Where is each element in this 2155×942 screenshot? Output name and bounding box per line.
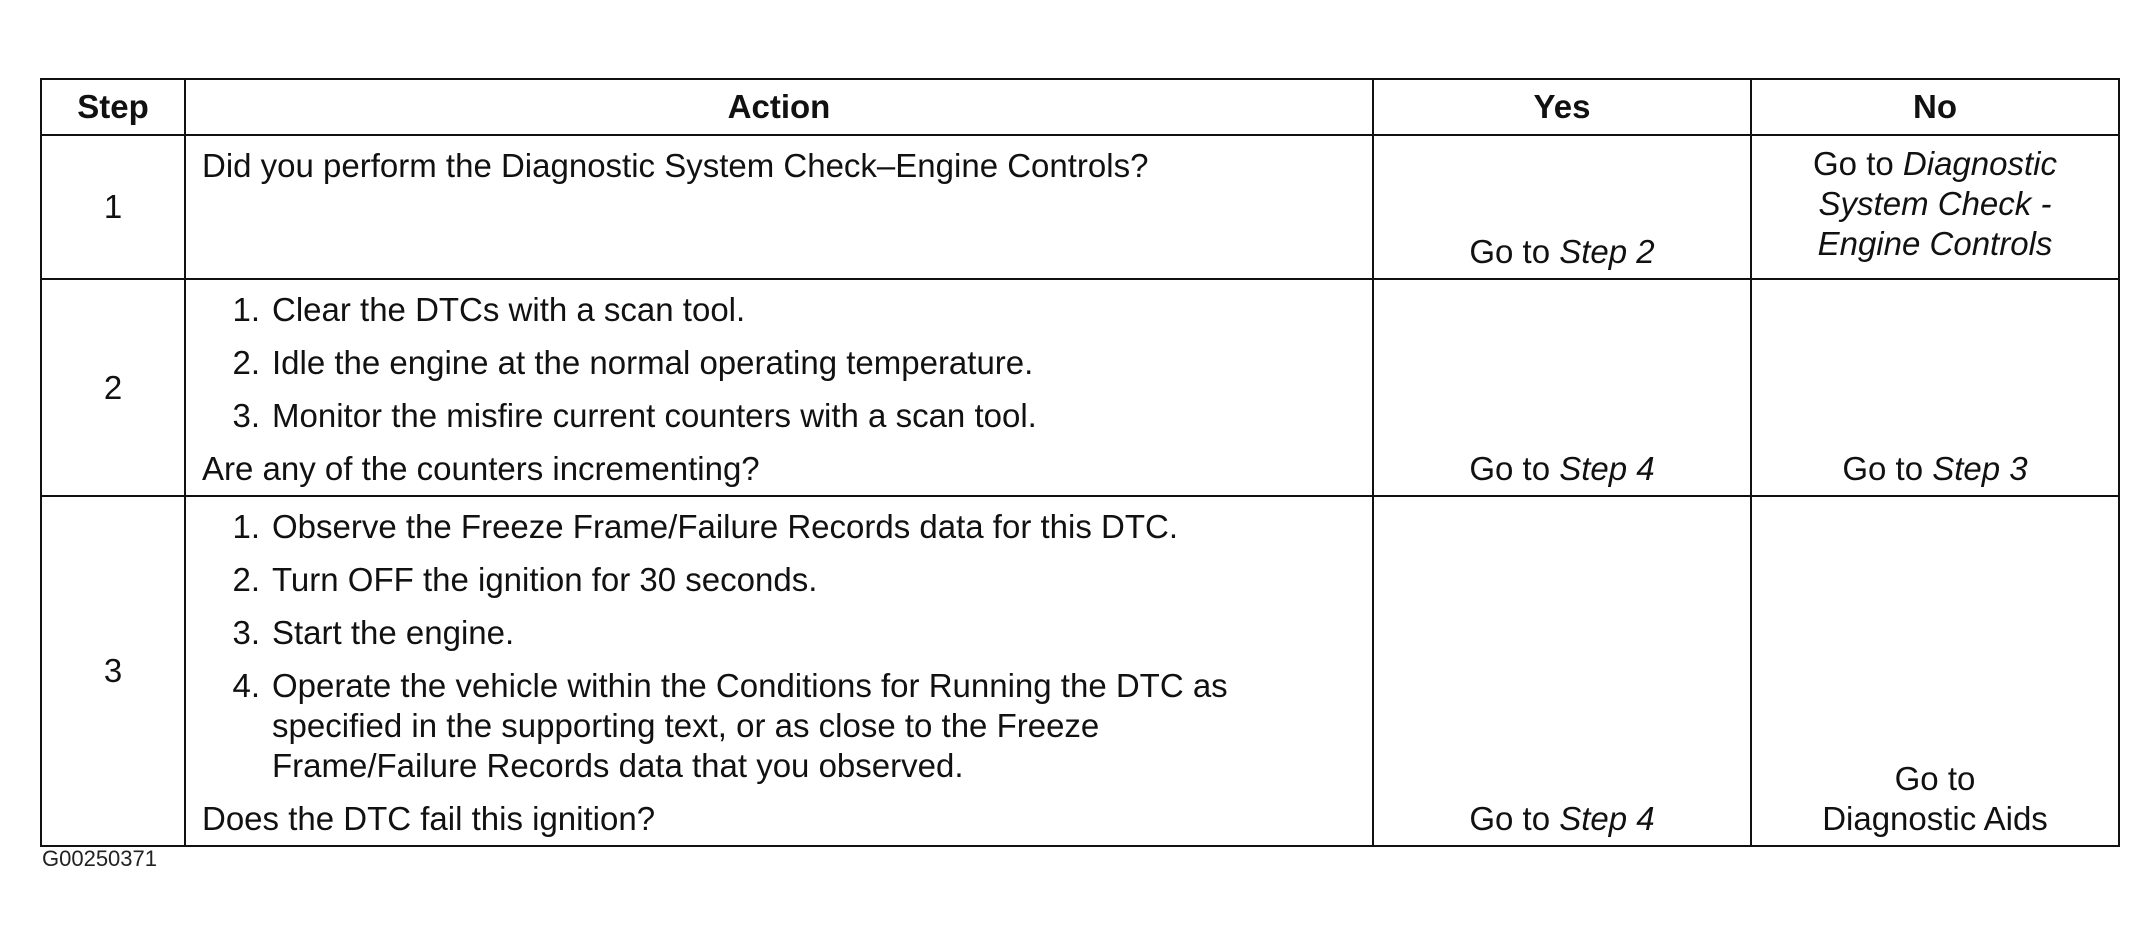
question-text: Are any of the counters incrementing? <box>202 450 760 487</box>
yes-cell <box>1373 135 1751 279</box>
item-number: 1. <box>232 291 260 328</box>
yes-step-ref: Step 2 <box>1559 233 1655 270</box>
yes-prefix: Go to <box>1469 800 1560 837</box>
diagnostic-table <box>40 78 2120 847</box>
header-no: No <box>1751 79 2119 135</box>
yes-cell <box>1373 496 1751 846</box>
item-number: 3. <box>232 614 260 651</box>
table-row <box>41 496 2119 846</box>
item-text: Operate the vehicle within the Conditions for Running the DTC as specified in the supporting text, or as close to the Freeze Frame/Failure Records data that you observed. <box>272 667 1228 784</box>
item-number: 2. <box>232 344 260 381</box>
item-text: Start the engine. <box>272 614 515 651</box>
yes-step-ref: Step 4 <box>1559 800 1655 837</box>
no-step-ref: Step 3 <box>1932 450 2028 487</box>
item-number: 4. <box>232 667 260 704</box>
action-list <box>202 290 1356 436</box>
action-cell <box>185 279 1373 496</box>
item-text: Monitor the misfire current counters with a scan tool. <box>272 397 1037 434</box>
item-number: 2. <box>232 561 260 598</box>
list-item <box>202 613 1356 653</box>
list-item <box>202 666 1356 786</box>
step-number: 1 <box>41 135 185 279</box>
question-text: Does the DTC fail this ignition? <box>202 800 656 837</box>
step-number: 3 <box>41 496 185 846</box>
no-cell <box>1751 496 2119 846</box>
header-step: Step <box>41 79 185 135</box>
list-item <box>202 560 1356 600</box>
yes-step-ref: Step 4 <box>1559 450 1655 487</box>
list-item <box>202 396 1356 436</box>
item-text: Turn OFF the ignition for 30 seconds. <box>272 561 818 598</box>
step-number: 2 <box>41 279 185 496</box>
no-line: Diagnostic Aids <box>1822 800 2048 837</box>
action-list <box>202 507 1356 786</box>
yes-cell <box>1373 279 1751 496</box>
no-line: Engine Controls <box>1817 225 2053 262</box>
header-yes: Yes <box>1373 79 1751 135</box>
action-text: Did you perform the Diagnostic System Check–Engine Controls? <box>202 147 1149 184</box>
action-cell <box>185 496 1373 846</box>
list-item <box>202 343 1356 383</box>
no-prefix: Go to <box>1842 450 1933 487</box>
table-row <box>41 279 2119 496</box>
item-number: 3. <box>232 397 260 434</box>
yes-prefix: Go to <box>1469 233 1560 270</box>
list-item <box>202 290 1356 330</box>
item-text: Observe the Freeze Frame/Failure Records data for this DTC. <box>272 508 1178 545</box>
action-cell <box>185 135 1373 279</box>
table-header-row <box>41 79 2119 135</box>
item-text: Idle the engine at the normal operating temperature. <box>272 344 1034 381</box>
no-line: Go to <box>1894 760 1976 797</box>
yes-prefix: Go to <box>1469 450 1560 487</box>
table-row <box>41 135 2119 279</box>
header-action: Action <box>185 79 1373 135</box>
item-text: Clear the DTCs with a scan tool. <box>272 291 746 328</box>
no-cell <box>1751 279 2119 496</box>
no-line: System Check - <box>1818 185 2052 222</box>
item-number: 1. <box>232 508 260 545</box>
no-cell <box>1751 135 2119 279</box>
no-ref-part: Diagnostic <box>1902 145 2057 182</box>
no-line: Go to Diagnostic <box>1813 145 2057 182</box>
figure-id: G00250371 <box>42 846 157 871</box>
list-item <box>202 507 1356 547</box>
